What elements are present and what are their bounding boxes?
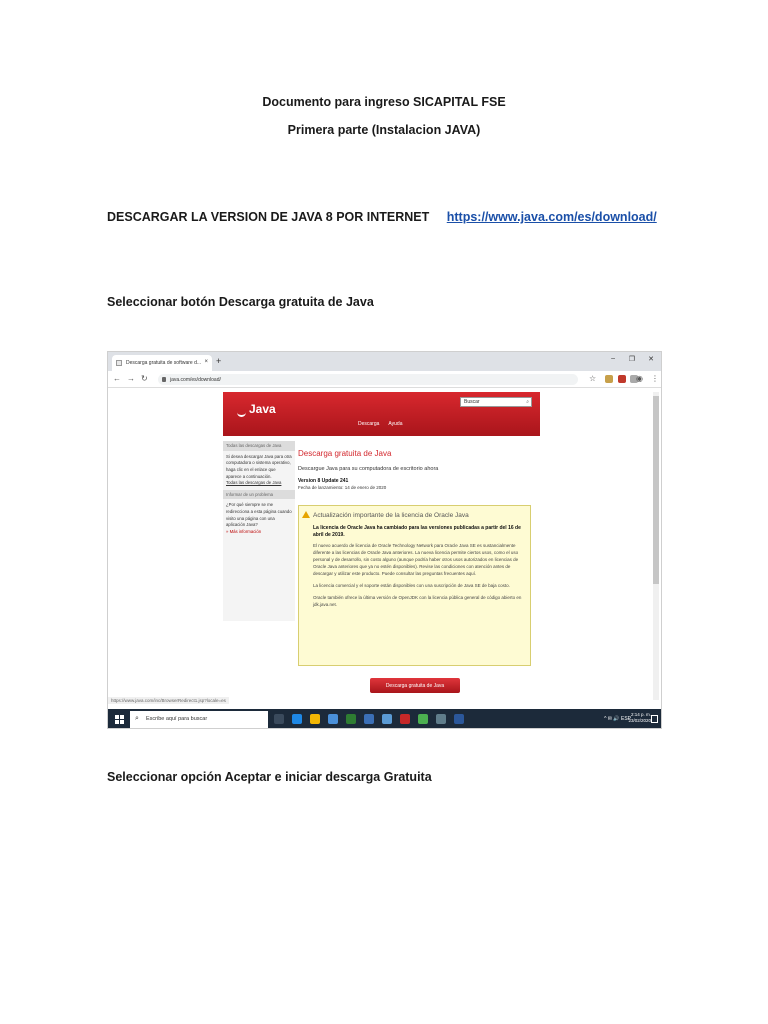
document-title: Documento para ingreso SICAPITAL FSE <box>262 95 506 109</box>
browser-page <box>108 388 661 709</box>
sidebar-head-downloads: Todas las descargas de Java <box>223 441 295 451</box>
nav-ayuda[interactable]: Ayuda <box>388 421 403 427</box>
document-subtitle: Primera parte (Instalacion JAVA) <box>287 123 481 137</box>
taskbar-clock[interactable] <box>628 712 651 725</box>
sidebar-head-problem: Informar de un problema <box>223 490 295 500</box>
excel-icon[interactable] <box>346 714 356 724</box>
tab-close-icon[interactable]: × <box>204 359 208 365</box>
forward-icon[interactable]: → <box>127 374 135 383</box>
extension-icon[interactable] <box>618 375 626 383</box>
windows-taskbar <box>108 709 661 729</box>
nav-descarga[interactable]: Descarga <box>358 421 380 427</box>
url-field[interactable] <box>158 374 578 385</box>
browser-tab-bar <box>108 352 661 371</box>
all-downloads-link[interactable]: Todas las descargas de Java <box>226 480 282 486</box>
java-logo[interactable] <box>237 402 276 417</box>
more-info-link[interactable]: » Más información <box>226 529 262 535</box>
search-icon[interactable]: ⌕ <box>526 399 529 405</box>
sidebar-body-downloads <box>223 451 295 490</box>
reload-icon[interactable]: ↻ <box>141 374 148 383</box>
java-main-content <box>298 441 538 490</box>
step-select-button: Seleccionar botón Descarga gratuita de Java <box>107 295 374 309</box>
taskbar-search-input[interactable] <box>130 711 268 728</box>
notification-icon[interactable] <box>651 715 658 723</box>
java-sidebar <box>223 441 295 621</box>
step-accept-download: Seleccionar opción Aceptar e iniciar descarga Gratuita <box>107 770 432 784</box>
word-icon[interactable] <box>454 714 464 724</box>
clock-time: 2:14 p. m. <box>630 712 651 717</box>
browser-address-bar <box>108 371 661 388</box>
download-subheading: Descargue Java para su computadora de escritorio ahora <box>298 466 439 472</box>
notice-paragraph: El nuevo acuerdo de licencia de Oracle Technology Network para Oracle Java SE es sustancialmente diferente a las licencias de Oracle Java anteriores. La nueva licencia permite ciertos usos, como el uso personal y de desarrollo, sin costo alguno (aunque podría haber otros usos autorizados en licencias de Oracle Java anteriores que ya no estén disponibles). Revise las condiciones con atención antes de descargar y utilizar este producto. Puede consultar las preguntas frecuentes aquí. <box>313 543 519 576</box>
windows-start-icon[interactable] <box>115 715 124 724</box>
bookmark-star-icon[interactable]: ☆ <box>589 374 597 383</box>
java-cup-icon <box>237 403 246 417</box>
taskbar-search-placeholder: Escribe aquí para buscar <box>146 716 208 722</box>
url-text: java.com/es/download/ <box>170 377 221 383</box>
notice-paragraph: Oracle también ofrece la última versión de OpenJDK con la licencia pública general de código abierto en jdk.java.net. <box>313 594 522 607</box>
notice-paragraph: La licencia comercial y el soporte están disponibles con una suscripción de Java SE de baja costo. <box>313 582 510 588</box>
back-icon[interactable]: ← <box>113 374 121 383</box>
scrollbar-thumb[interactable] <box>653 396 659 584</box>
notice-bold-text: La licencia de Oracle Java ha cambiado para las versiones publicadas a partir del 16 de abril de 2019. <box>313 525 521 538</box>
file-explorer-icon[interactable] <box>310 714 320 724</box>
sidebar-body-problem <box>223 499 295 538</box>
system-tray[interactable]: ^ ✉ 🔊 ESP <box>604 716 631 722</box>
free-download-button[interactable]: Descarga gratuita de Java <box>370 678 460 693</box>
clock-date: 23/02/2020 <box>628 718 651 724</box>
java-search-input[interactable] <box>460 397 532 407</box>
store-icon[interactable] <box>328 714 338 724</box>
java-logo-text: Java <box>249 402 276 416</box>
java-download-link[interactable]: https://www.java.com/es/download/ <box>446 210 657 224</box>
lock-icon <box>162 377 166 382</box>
release-date: Fecha de lanzamiento: 14 de enero de 2020 <box>298 485 387 490</box>
search-placeholder: Buscar <box>464 399 480 405</box>
license-notice <box>298 505 531 666</box>
minimize-icon[interactable]: – <box>611 355 615 362</box>
status-url: https://www.java.com/inc/BrowserRedirect1.jsp?locale=es <box>108 697 229 704</box>
step-download-text: DESCARGAR LA VERSION DE JAVA 8 POR INTERNET <box>107 210 430 224</box>
java-favicon-icon <box>116 360 122 366</box>
new-tab-icon[interactable]: + <box>216 356 222 366</box>
warning-icon <box>302 511 310 518</box>
edge-icon[interactable] <box>292 714 302 724</box>
profile-icon[interactable]: ◉ <box>636 374 643 383</box>
search-icon: ⌕ <box>135 715 139 722</box>
download-heading: Descarga gratuita de Java <box>298 449 392 458</box>
embedded-screenshot <box>107 351 662 729</box>
java-site-header <box>223 392 540 436</box>
app-icon[interactable] <box>382 714 392 724</box>
mail-icon[interactable] <box>364 714 374 724</box>
java-version: Version 8 Update 241 <box>298 478 349 484</box>
task-view-icon[interactable] <box>274 714 284 724</box>
chrome-icon[interactable] <box>418 714 428 724</box>
java-nav <box>358 421 412 427</box>
menu-icon[interactable]: ⋮ <box>651 374 659 383</box>
app-icon[interactable] <box>400 714 410 724</box>
app-icon[interactable] <box>436 714 446 724</box>
extension-icon[interactable] <box>605 375 613 383</box>
tab-title: Descarga gratuita de software d... <box>126 360 202 366</box>
sidebar-problem-text: ¿Por qué siempre se me redirecciona a esta página cuando visito una página con una aplicación Java? <box>226 502 292 528</box>
maximize-icon[interactable]: ❐ <box>628 356 635 363</box>
browser-tab[interactable] <box>112 355 212 371</box>
close-window-icon[interactable]: ✕ <box>648 356 654 363</box>
notice-title: Actualización importante de la licencia de Oracle Java <box>313 512 469 519</box>
step-download-java <box>107 210 657 224</box>
sidebar-downloads-text: Si desea descargar Java para otra computadora o sistema operativo, haga clic en el enlace que aparece a continuación. <box>226 453 292 479</box>
